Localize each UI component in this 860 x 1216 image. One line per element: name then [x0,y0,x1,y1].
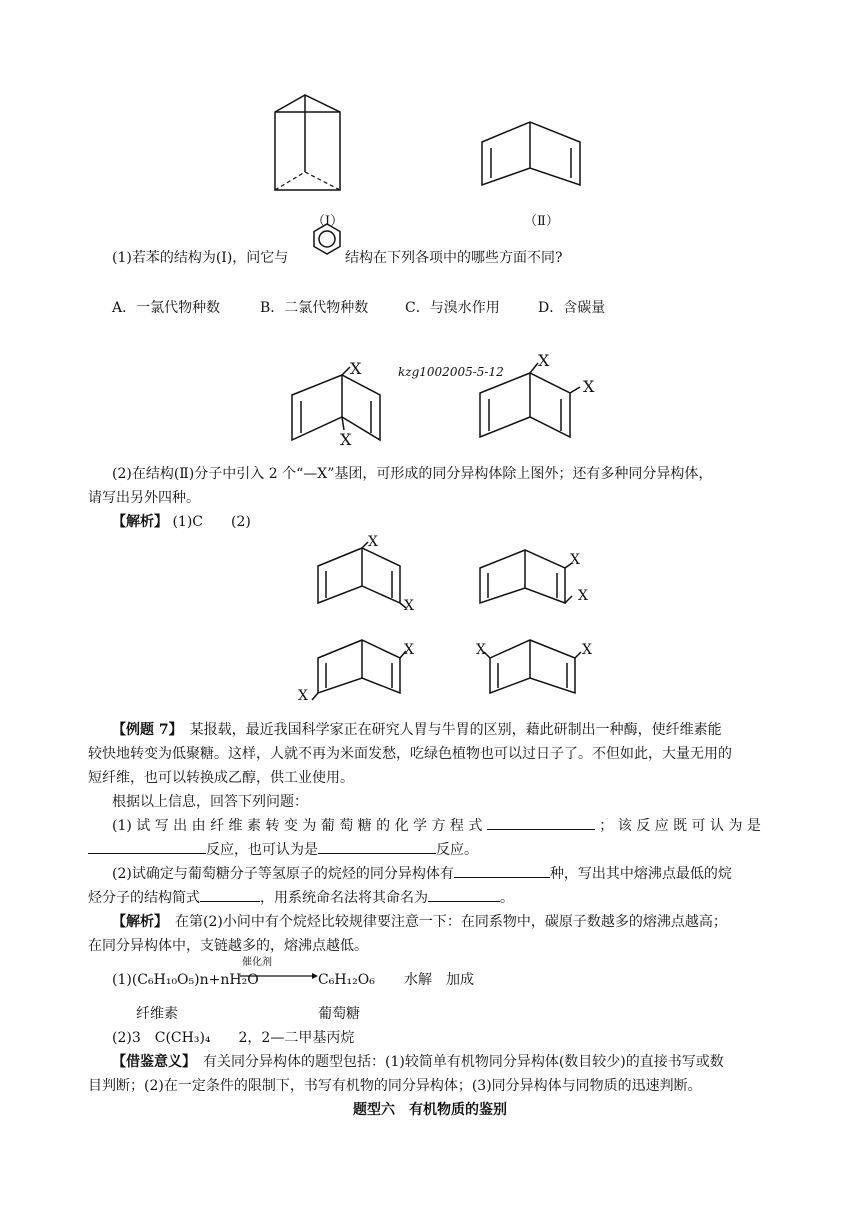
answer-blank[interactable] [200,887,260,902]
example7-line2: 较快地转变为低聚糖。这样，人就不再为米面发愁，吃绿色植物也可以过日子了。不但如此，大量无用的 [88,746,732,762]
example7-line3: 短纤维，也可以转换成乙醇，供工业使用。 [88,770,354,786]
x-label: X [404,598,414,614]
answer-isomer-2 [480,550,572,603]
x-label: X [368,534,378,550]
dewar-benzene-structure [482,122,580,185]
q1-option-a: A．一氯代物种数 [112,300,221,316]
answer-blank[interactable] [428,887,500,902]
example7-q1-line2: 反应，也可认为是 反应。 [88,838,478,862]
q2-line2: 请写出另外四种。 [88,490,200,506]
prism-structure [275,95,340,190]
answer-blank[interactable] [454,863,550,878]
example7-q1-line1: (1) 试 写 出 由 纤 维 素 转 变 为 葡 萄 糖 的 化 学 方 程 式 ； 该 反 应 既 可 认 为 是 [112,814,761,838]
catalyst-label: 催化剂 [242,957,272,968]
x-label: X [578,588,588,604]
reference-line1: 【借鉴意义】 有关同分异构体的题型包括：(1)较简单有机物同分异构体(数目较少)的直接书写或数 [112,1054,724,1070]
reaction-type: 水解 加成 [404,972,474,988]
answer-isomer-1 [318,542,406,608]
example7-q2-line1: (2)试确定与葡萄糖分子等氢原子的烷烃的同分异构体有 种，写出其中熔沸点最低的烷 [112,862,732,886]
dewar-isomer-a [292,367,380,440]
example7-line4: 根据以上信息，回答下列问题： [112,794,308,810]
answer2-part2: (2)3 C(CH₃)₄ 2，2—二甲基丙烷 [112,1030,355,1046]
cellulose-label: 纤维素 [136,1006,178,1022]
answer2-label: 【解析】 [112,914,161,930]
example7-label: 【例题 7】 [112,722,176,738]
q1-text-after: 结构在下列各项中的哪些方面不同? [345,250,563,266]
q1-option-d: D．含碳量 [538,300,606,316]
glucose-label: 葡萄糖 [318,1006,360,1022]
x-label: X [570,552,580,568]
x-label: X [476,642,486,658]
example7-line1: 【例题 7】 某报载，最近我国科学家正在研究人胃与牛胃的区别，藉此研制出一种酶，使纤维素能 [112,722,722,738]
equation-left: (1)(C₆H₁₀O₅)n+nH₂O [112,972,259,988]
q1-text-before: (1)若苯的结构为(Ⅰ)，问它与 [112,250,289,266]
x-label: X [582,642,592,658]
answer1-line [112,510,251,534]
answer2-line2: 在同分异构体中，支链越多的，熔沸点越低。 [88,938,368,954]
section-title: 题型六 有机物质的鉴别 [353,1102,507,1118]
x-label: X [583,377,595,396]
answer-isomer-3 [312,640,406,700]
answer-blank[interactable] [318,839,436,854]
answer-blank[interactable] [88,839,206,854]
example7-q2-line2: 烃分子的结构简式 ，用系统命名法将其命名为 。 [88,886,514,910]
x-label: X [404,642,414,658]
x-label: X [298,688,308,704]
reference-label: 【借鉴意义】 [112,1054,189,1070]
benzene-ring-icon [310,222,344,256]
reference-line2: 目判断；(2)在一定条件的限制下，书写有机物的同分异构体；(3)同分异构体与同物质的迅速判断。 [88,1078,702,1094]
figure-code: kzg1002005-5-12 [398,365,504,379]
q2-line1: (2)在结构(Ⅱ)分子中引入 2 个“—X”基团，可形成的同分异构体除上图外；还有多种同分异构体， [112,466,713,482]
answer2-line1: 【解析】 在第(2)小问中有个烷烃比较规律要注意一下：在同系物中，碳原子数越多的熔沸点越高； [112,914,727,930]
x-label: X [340,430,352,449]
label-structure-II: （Ⅱ） [524,214,559,229]
answer-isomer-4 [484,640,581,693]
x-label: X [538,351,550,370]
q1-option-c: C．与溴水作用 [405,300,500,316]
x-label: X [350,359,362,378]
answer1-label: 【解析】 [112,514,168,530]
answer1-text: (1)C (2) [172,514,251,530]
q1-option-b: B．二氯代物种数 [260,300,369,316]
label-structure-I: （Ⅰ） [312,214,344,229]
equation-right: C₆H₁₂O₆ [318,972,375,988]
answer-blank[interactable] [487,815,595,830]
